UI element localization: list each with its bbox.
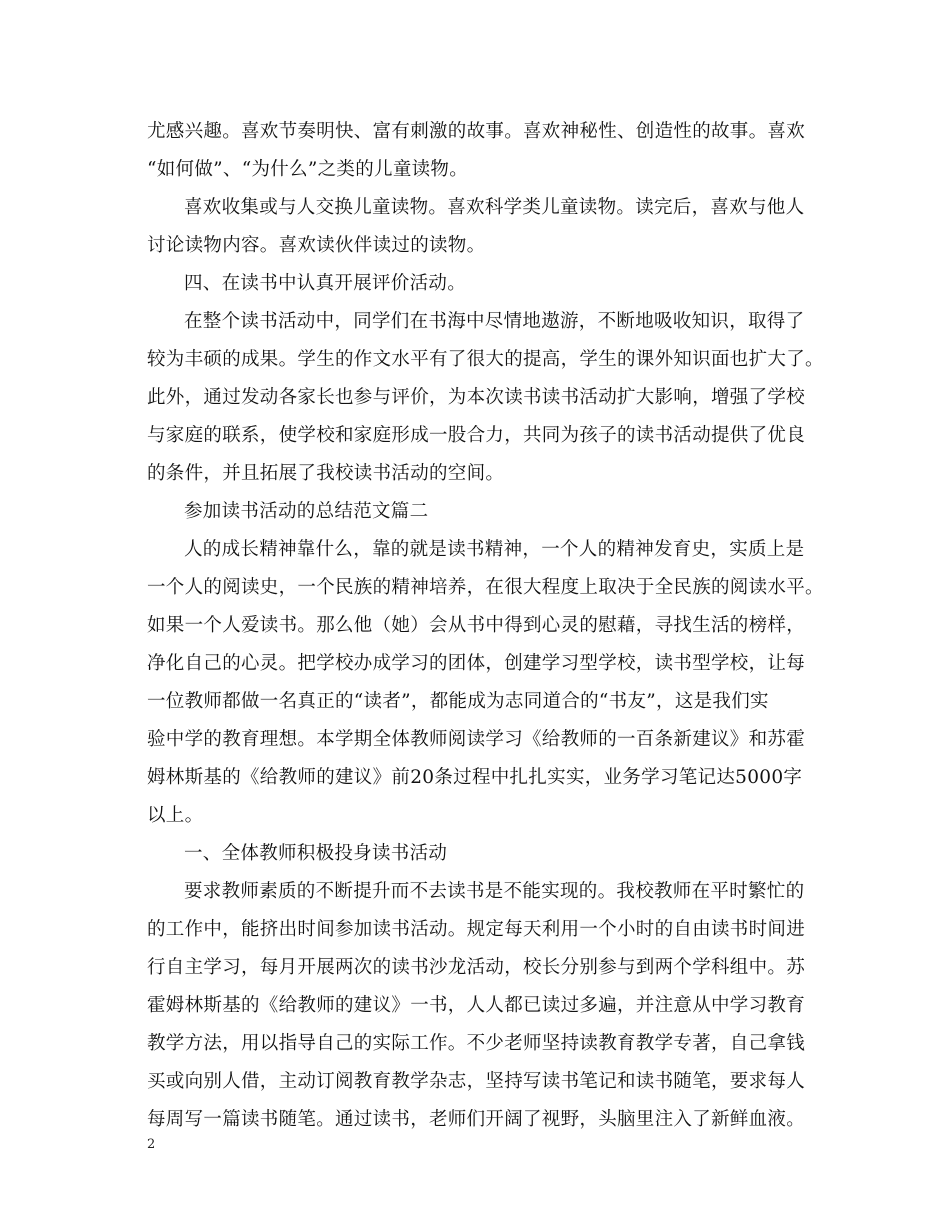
text-line: 行自主学习，每月开展两次的读书沙龙活动，校长分别参与到两个学科组中。苏 [147, 957, 806, 978]
paragraph-first-line: 要求教师素质的不断提升而不去读书是不能实现的。我校教师在平时繁忙的 [184, 881, 805, 902]
text-line: 一个人的阅读史，一个民族的精神培养，在很大程度上取决于全民族的阅读水平。 [147, 577, 824, 598]
text-line: 教学方法，用以指导自己的实际工作。不少老师坚持读教育教学专著，自己拿钱 [147, 1033, 806, 1054]
page-number: 2 [147, 1137, 156, 1152]
text-line: 讨论读物内容。喜欢读伙伴读过的读物。 [147, 235, 486, 256]
text-line: 姆林斯基的《给教师的建议》前20条过程中扎扎实实，业务学习笔记达5000字 [147, 767, 803, 788]
text-line: 以上。 [147, 805, 204, 826]
paragraph-first-line: 人的成长精神靠什么，靠的就是读书精神，一个人的精神发育史，实质上是 [184, 539, 805, 560]
section-heading: 一、全体教师积极投身读书活动 [184, 843, 448, 864]
section-heading: 四、在读书中认真开展评价活动。 [184, 273, 467, 294]
text-line: 验中学的教育理想。本学期全体教师阅读学习《给教师的一百条新建议》和苏霍 [147, 729, 806, 750]
text-line: 尤感兴趣。喜欢节奏明快、富有刺激的故事。喜欢神秘性、创造性的故事。喜欢 [147, 121, 806, 142]
text-line: 如果一个人爱读书。那么他（她）会从书中得到心灵的慰藉，寻找生活的榜样， [147, 615, 806, 636]
text-line: 净化自己的心灵。把学校办成学习的团体，创建学习型学校，读书型学校，让每 [147, 653, 806, 674]
text-line: 买或向别人借，主动订阅教育教学杂志，坚持写读书笔记和读书随笔，要求每人 [147, 1071, 806, 1092]
text-line: 此外，通过发动各家长也参与评价，为本次读书读书活动扩大影响，增强了学校 [147, 387, 806, 408]
article-title: 参加读书活动的总结范文篇二 [184, 501, 429, 522]
paragraph-first-line: 在整个读书活动中，同学们在书海中尽情地遨游，不断地吸收知识，取得了 [184, 311, 805, 332]
paragraph-first-line: 喜欢收集或与人交换儿童读物。喜欢科学类儿童读物。读完后，喜欢与他人 [184, 197, 805, 218]
text-line: 与家庭的联系，使学校和家庭形成一股合力，共同为孩子的读书活动提供了优良 [147, 425, 806, 446]
text-line: 较为丰硕的成果。学生的作文水平有了很大的提高，学生的课外知识面也扩大了。 [147, 349, 824, 370]
text-line: 的条件，并且拓展了我校读书活动的空间。 [147, 463, 505, 484]
text-line: 每周写一篇读书随笔。通过读书，老师们开阔了视野，头脑里注入了新鲜血液。 [147, 1109, 806, 1130]
text-line: 的工作中，能挤出时间参加读书活动。规定每天利用一个小时的自由读书时间进 [147, 919, 806, 940]
text-line: 霍姆林斯基的《给教师的建议》一书，人人都已读过多遍，并注意从中学习教育 [147, 995, 806, 1016]
text-line: “如何做”、“为什么”之类的儿童读物。 [147, 159, 469, 180]
text-line: 一位教师都做一名真正的“读者”，都能成为志同道合的“书友”，这是我们实 [147, 691, 769, 712]
